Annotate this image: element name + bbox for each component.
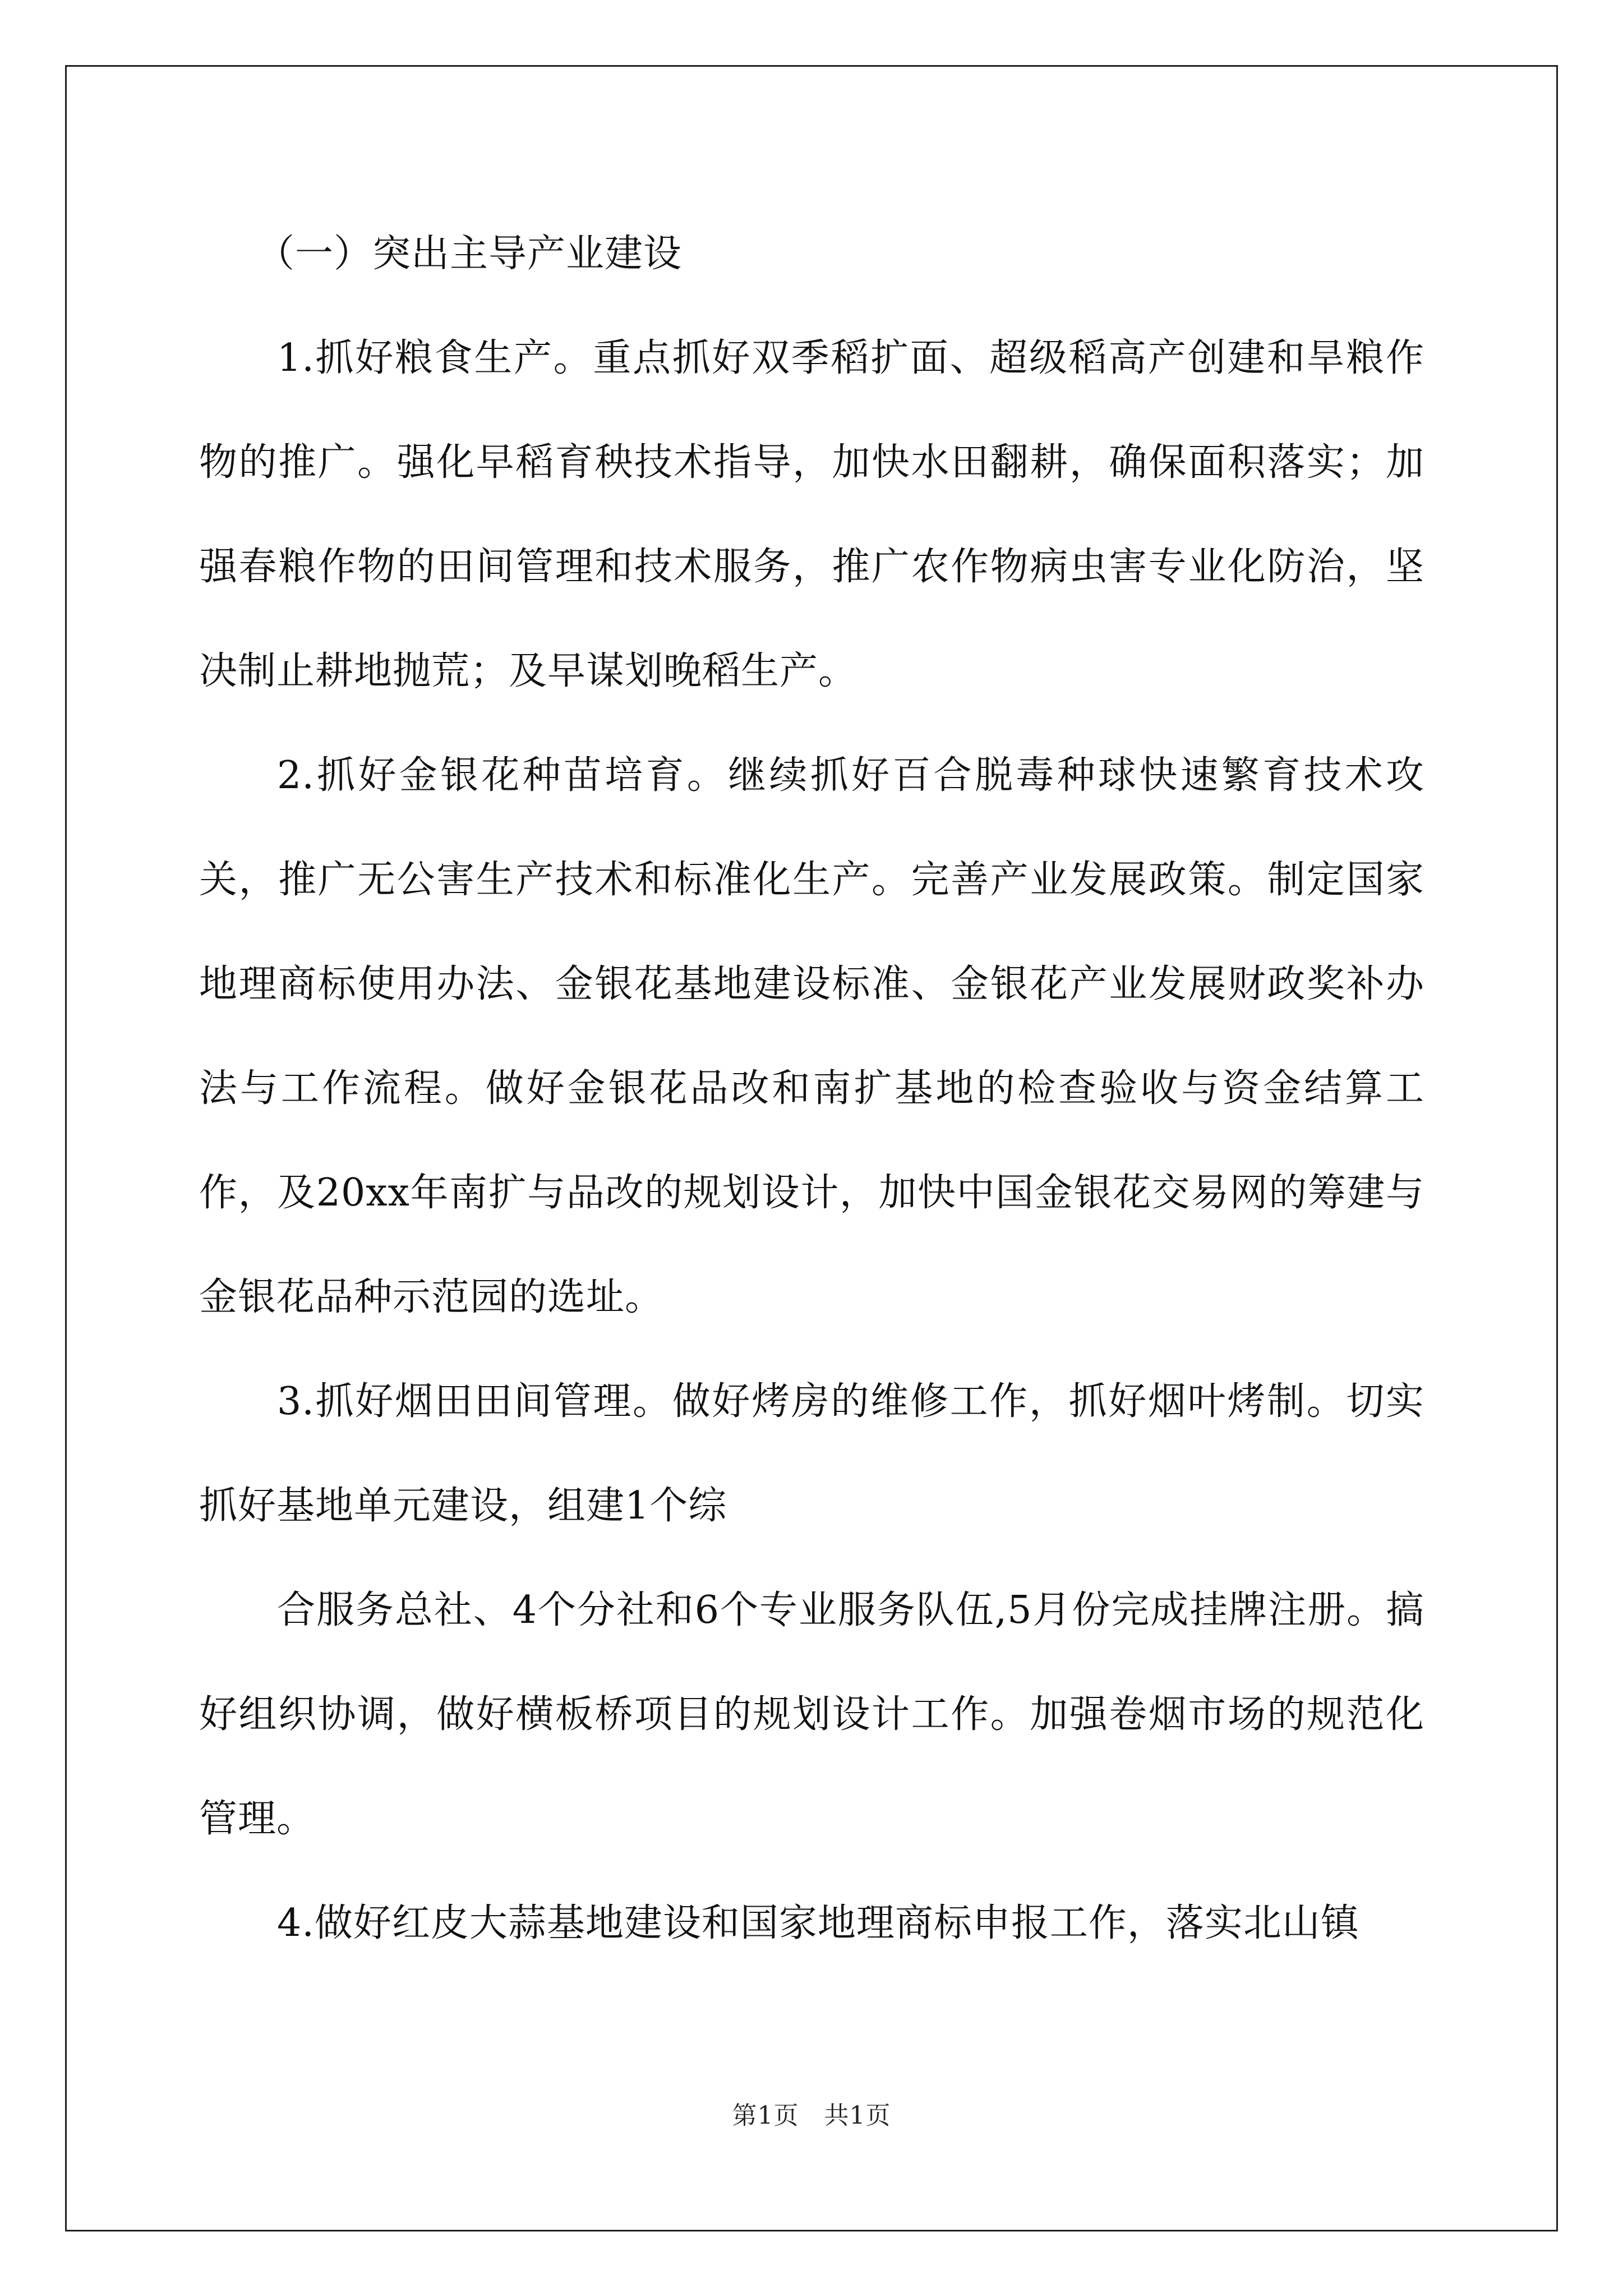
document-body	[199, 202, 1424, 1976]
paragraph-grain-production: 1.抓好粮食生产。重点抓好双季稻扩面、超级稻高产创建和旱粮作物的推广。强化早稻育秧技术指导，加快水田翻耕，确保面积落实；加强春粮作物的田间管理和技术服务，推广农作物病虫害专业化防治，坚决制止耕地抛荒；及早谋划晚稻生产。	[199, 336, 1424, 693]
paragraph-garlic: 4.做好红皮大蒜基地建设和国家地理商标申报工作，落实北山镇	[277, 1901, 1359, 1945]
paragraph-tobacco: 3.抓好烟田田间管理。做好烤房的维修工作，抓好烟叶烤制。切实抓好基地单元建设，组建1个综	[199, 1379, 1424, 1528]
paragraph-service-cooperative: 合服务总社、4个分社和6个专业服务队伍,5月份完成挂牌注册。搞好组织协调，做好横板桥项目的规划设计工作。加强卷烟市场的规范化管理。	[199, 1588, 1424, 1841]
page-number-footer: 第1页 共1页	[732, 2101, 891, 2130]
paragraph-honeysuckle: 2.抓好金银花种苗培育。继续抓好百合脱毒种球快速繁育技术攻关，推广无公害生产技术和标准化生产。完善产业发展政策。制定国家地理商标使用办法、金银花基地建设标准、金银花产业发展财政奖补办法与工作流程。做好金银花品改和南扩基地的检查验收与资金结算工作，及20xx年南扩与品改的规划设计，加快中国金银花交易网的筹建与金银花品种示范园的选址。	[199, 753, 1424, 1319]
section-heading: （一）突出主导产业建设	[256, 232, 683, 276]
